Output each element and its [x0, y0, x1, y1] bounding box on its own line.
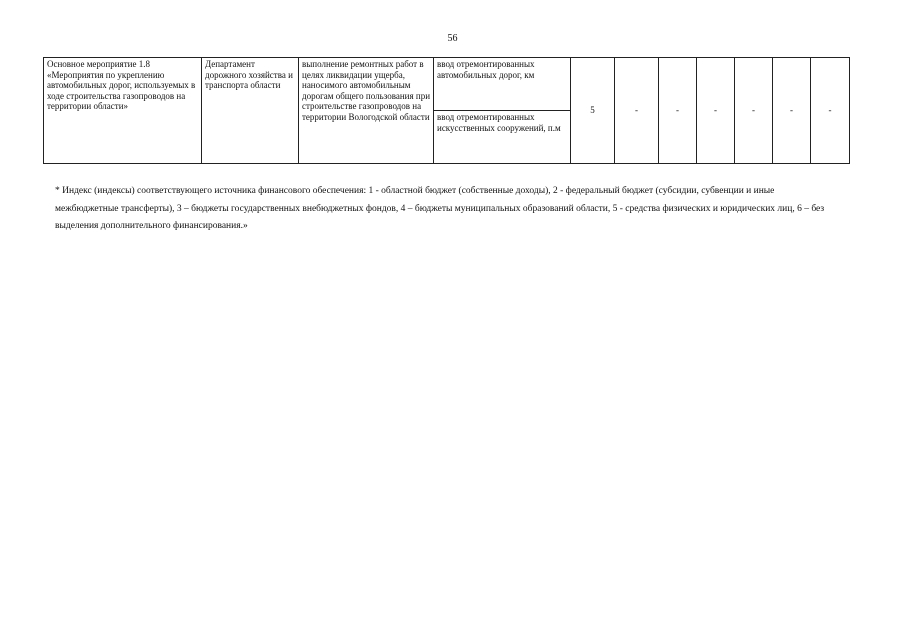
table-row [44, 58, 850, 111]
description-cell: выполнение ремонтных работ в целях ликвидации ущерба, наносимого автомобильным дорогам общего пользования при строительстве газопроводов на территории Вологодской области [299, 58, 434, 164]
source-index-cell: 5 [571, 58, 615, 164]
measure-cell: Основное мероприятие 1.8 «Мероприятия по укреплению автомобильных дорог, используемых в ходе строительства газопроводов на территории области» [44, 58, 202, 164]
value-cell: - [697, 58, 735, 164]
value-cell: - [659, 58, 697, 164]
executor-cell: Департамент дорожного хозяйства и транспорта области [202, 58, 299, 164]
value-cell: - [735, 58, 773, 164]
footnote [55, 183, 840, 236]
indicator-cell: ввод отремонтированных искусственных сооружений, п.м [434, 111, 571, 164]
page-number: 56 [447, 33, 458, 44]
indicator-cell: ввод отремонтированных автомобильных дорог, км [434, 58, 571, 111]
value-cell: - [773, 58, 811, 164]
value-cell: - [811, 58, 850, 164]
footnote-text: * Индекс (индексы) соответствующего источника финансового обеспечения: 1 - областной бюджет (собственные доходы), 2 - федеральный бюджет (субсидии, субвенции и иные межбюджетные трансферты), 3 – бюджеты государственных внебюджетных фондов, 4 – бюджеты муниципальных образований области, 5 - средства физических и юридических лиц, 6 – без выделения дополнительного финансирования.» [55, 186, 825, 231]
program-table [43, 57, 850, 164]
value-cell: - [615, 58, 659, 164]
